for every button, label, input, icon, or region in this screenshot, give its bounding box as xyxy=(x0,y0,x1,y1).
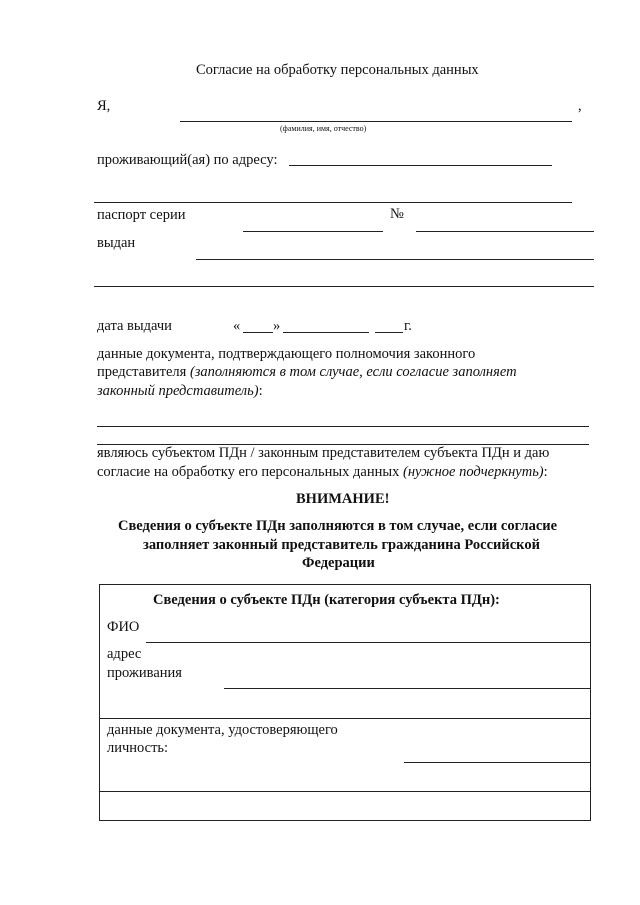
issued-by-line xyxy=(196,259,594,260)
id-doc-row-field[interactable] xyxy=(404,747,590,763)
rep-doc-line-1: данные документа, подтверждающего полномочия законного xyxy=(97,346,476,362)
address-row-field[interactable] xyxy=(224,673,590,689)
subject-line-2-plain: согласие на обработку его персональных данных xyxy=(97,464,403,480)
passport-series-line xyxy=(243,231,383,232)
address-fill-field[interactable] xyxy=(289,150,552,166)
last-row-field[interactable] xyxy=(100,792,590,820)
fio-row-line xyxy=(146,642,590,643)
issued-by-line-2 xyxy=(94,286,594,287)
passport-number-line xyxy=(416,231,594,232)
date-close-quote: » xyxy=(273,318,281,334)
table-header: Сведения о субъекте ПДн (категория субъекта ПДн): xyxy=(153,592,500,608)
document-title: Согласие на обработку персональных данных xyxy=(196,62,479,78)
rep-doc-field[interactable] xyxy=(97,411,589,427)
address-fill-line-2 xyxy=(94,202,572,203)
day-line xyxy=(243,332,273,333)
id-doc-row-label-1: данные документа, удостоверяющего xyxy=(107,722,338,738)
date-open-quote: « xyxy=(233,318,241,334)
issued-by-field-2[interactable] xyxy=(94,271,594,287)
fio-row-field[interactable] xyxy=(146,627,590,643)
subject-info-table xyxy=(99,584,591,821)
id-doc-row-line xyxy=(404,762,590,763)
rep-doc-line-3-plain: : xyxy=(258,383,263,399)
id-doc-row-label-2: личность: xyxy=(107,740,169,756)
rep-doc-line-2-italic: (заполняются в том случае, если согласие заполняет xyxy=(189,364,517,380)
year-line xyxy=(375,332,403,333)
fio-row-label: ФИО xyxy=(107,619,140,635)
rep-doc-line-3-italic: законный представитель) xyxy=(97,383,259,399)
rep-doc-line-2-plain: представителя xyxy=(97,364,190,380)
passport-number-field[interactable] xyxy=(416,216,594,232)
rep-doc-field-2[interactable] xyxy=(97,429,589,445)
row-divider-1 xyxy=(100,718,590,719)
fio-fill-line xyxy=(180,121,572,122)
subject-line-2-italic: (нужное подчеркнуть) xyxy=(402,464,544,480)
address-row-label-2: проживания xyxy=(107,665,182,681)
address-label: проживающий(ая) по адресу: xyxy=(97,152,278,168)
ya-comma: , xyxy=(578,98,582,114)
year-suffix: г. xyxy=(404,318,412,334)
ya-label: Я, xyxy=(97,98,111,114)
attention-heading: ВНИМАНИЕ! xyxy=(296,491,390,507)
rep-doc-line-2 xyxy=(97,365,517,380)
subject-line-2 xyxy=(97,465,548,480)
notice-line-1: Сведения о субъекте ПДн заполняются в том случае, если согласие xyxy=(118,518,558,534)
passport-series-label: паспорт серии xyxy=(97,207,186,223)
address-fill-field-2[interactable] xyxy=(94,187,572,203)
address-row-line xyxy=(224,688,590,689)
notice-line-3: Федерации xyxy=(302,555,375,571)
passport-series-field[interactable] xyxy=(243,216,383,232)
number-sign: № xyxy=(390,206,404,222)
fio-hint: (фамилия, имя, отчество) xyxy=(280,124,367,133)
issued-label: выдан xyxy=(97,235,136,251)
notice-line-2: заполняет законный представитель гражданина Российской xyxy=(143,537,540,553)
fio-fill-field[interactable] xyxy=(180,106,572,122)
issue-date-label: дата выдачи xyxy=(97,318,172,334)
subject-line-2-end: : xyxy=(543,464,548,480)
issued-by-field[interactable] xyxy=(196,244,594,260)
address-row-label-1: адрес xyxy=(107,646,142,662)
subject-line-1: являюсь субъектом ПДн / законным представителем субъекта ПДн и даю xyxy=(97,445,550,461)
month-line xyxy=(283,332,369,333)
rep-doc-line-3 xyxy=(97,384,263,399)
address-fill-line xyxy=(289,165,552,166)
rep-doc-line-fill xyxy=(97,426,589,427)
